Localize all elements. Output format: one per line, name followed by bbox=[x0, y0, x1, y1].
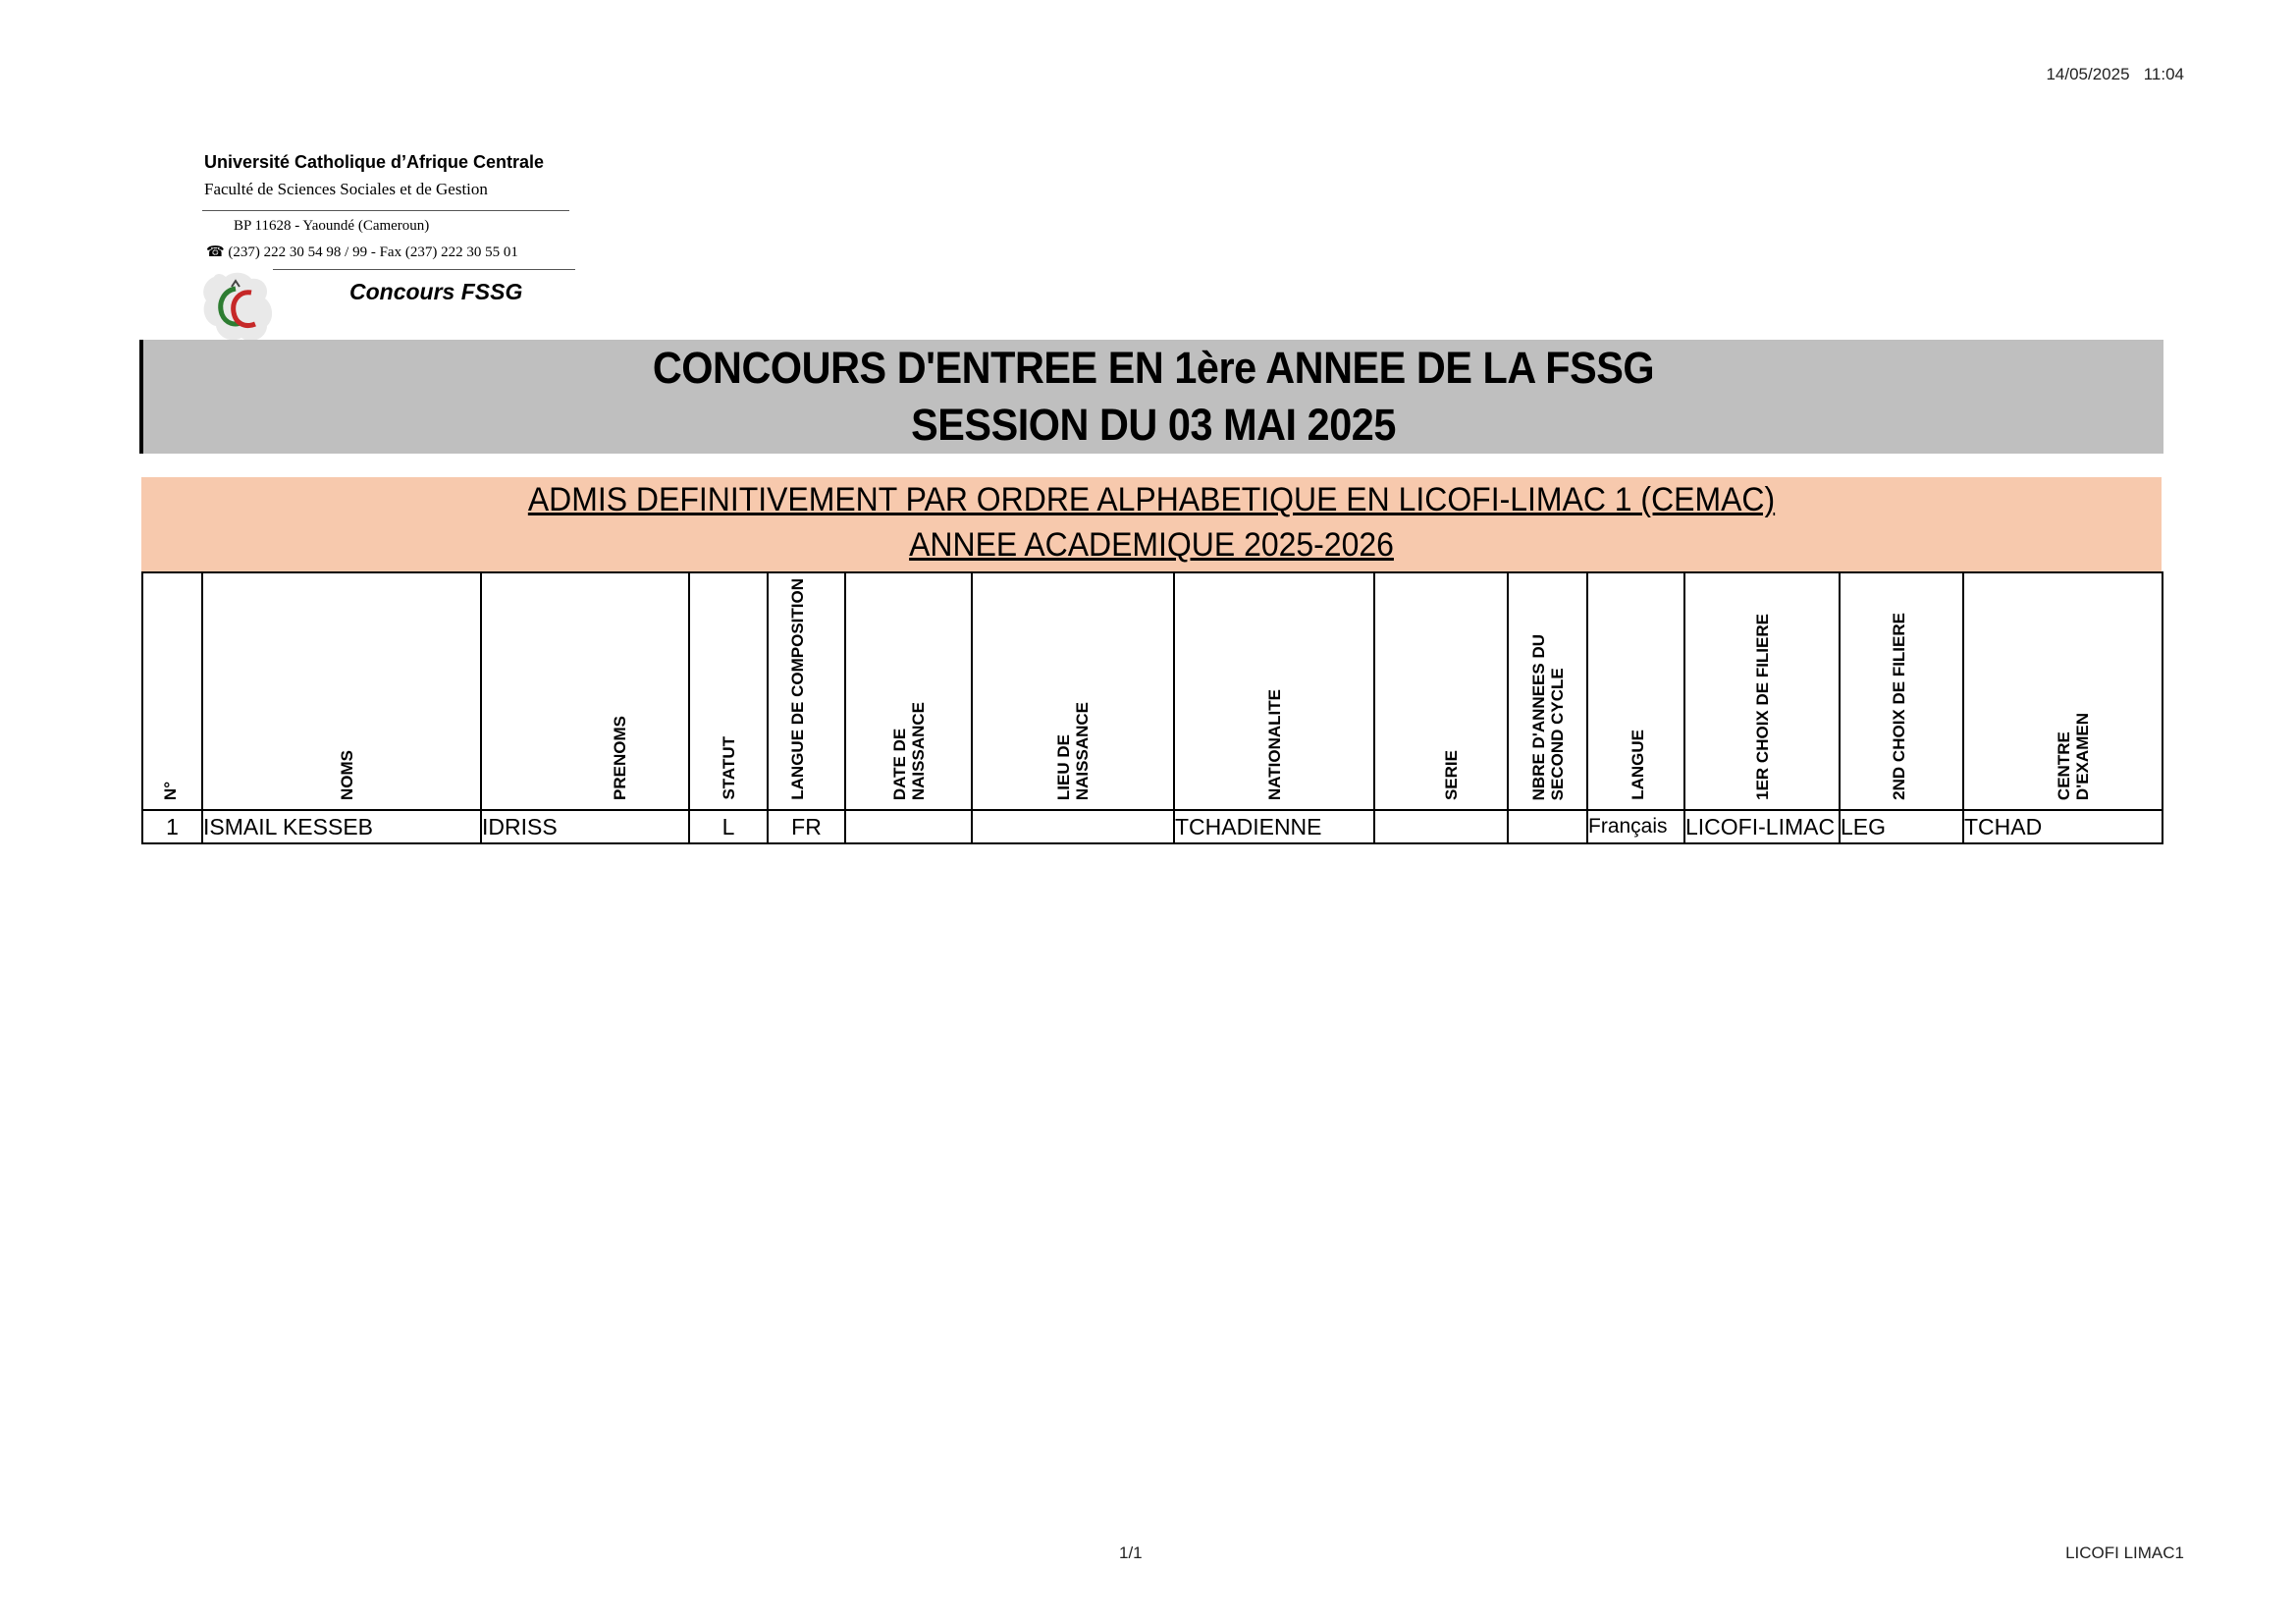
cell-firstname: IDRISS bbox=[481, 810, 689, 843]
cell-status: L bbox=[689, 810, 768, 843]
session-title: SESSION DU 03 MAI 2025 bbox=[911, 400, 1396, 450]
cell-birth-date bbox=[845, 810, 972, 843]
table-row bbox=[142, 810, 2163, 843]
letterhead-divider-2 bbox=[273, 269, 575, 270]
academic-year: ANNEE ACADEMIQUE 2025-2026 bbox=[909, 526, 1394, 564]
col-header-status: STATUT bbox=[689, 572, 768, 810]
main-title: CONCOURS D'ENTREE EN 1ère ANNEE DE LA FSSG bbox=[652, 343, 1655, 393]
letterhead-divider bbox=[202, 210, 569, 211]
sheet-name: LICOFI LIMAC1 bbox=[2065, 1543, 2184, 1562]
col-header-first-choice: 1ER CHOIX DE FILIERE bbox=[1684, 572, 1840, 810]
col-header-series: SERIE bbox=[1374, 572, 1508, 810]
cell-number: 1 bbox=[142, 810, 202, 843]
col-header-exam-center: CENTRE D'EXAMEN bbox=[1963, 572, 2163, 810]
cell-name: ISMAIL KESSEB bbox=[202, 810, 481, 843]
print-datetime: 14/05/2025 11:04 bbox=[2046, 65, 2184, 83]
university-name: Université Catholique d’Afrique Centrale bbox=[204, 152, 545, 172]
admission-banner bbox=[141, 477, 2162, 571]
concours-label: Concours FSSG bbox=[349, 279, 523, 304]
cell-first-choice: LICOFI-LIMAC bbox=[1684, 810, 1840, 843]
admission-title: ADMIS DEFINITIVEMENT PAR ORDRE ALPHABETIQUE EN LICOFI-LIMAC 1 (CEMAC) bbox=[527, 481, 1776, 518]
col-header-second-choice: 2ND CHOIX DE FILIERE bbox=[1840, 572, 1963, 810]
phone-fax: ☎ (237) 222 30 54 98 / 99 - Fax (237) 222 30 55 01 bbox=[206, 244, 518, 260]
cell-second-cycle-years bbox=[1508, 810, 1587, 843]
cell-series bbox=[1374, 810, 1508, 843]
main-title-banner bbox=[139, 340, 2163, 454]
col-header-second-cycle-years: NBRE D'ANNEES DU SECOND CYCLE bbox=[1508, 572, 1587, 810]
col-header-composition-language: LANGUE DE COMPOSITION bbox=[768, 572, 845, 810]
col-header-birth-date: DATE DE NAISSANCE bbox=[845, 572, 972, 810]
ucac-logo-icon bbox=[196, 267, 275, 350]
page-number: 1/1 bbox=[1119, 1543, 1143, 1562]
col-header-names: NOMS bbox=[202, 572, 481, 810]
col-header-birth-place: LIEU DE NAISSANCE bbox=[972, 572, 1174, 810]
col-header-language: LANGUE bbox=[1587, 572, 1684, 810]
admitted-students-table bbox=[141, 571, 2163, 844]
cell-language: Français bbox=[1587, 810, 1684, 843]
col-header-firstnames: PRENOMS bbox=[481, 572, 689, 810]
cell-second-choice: LEG bbox=[1840, 810, 1963, 843]
table-header-row bbox=[142, 572, 2163, 810]
cell-exam-center: TCHAD bbox=[1963, 810, 2163, 843]
col-header-number: N° bbox=[142, 572, 202, 810]
postal-address: BP 11628 - Yaoundé (Cameroun) bbox=[234, 218, 430, 234]
cell-birth-place bbox=[972, 810, 1174, 843]
cell-nationality: TCHADIENNE bbox=[1174, 810, 1374, 843]
cell-composition-language: FR bbox=[768, 810, 845, 843]
col-header-nationality: NATIONALITE bbox=[1174, 572, 1374, 810]
faculty-name: Faculté de Sciences Sociales et de Gestion bbox=[204, 180, 488, 198]
